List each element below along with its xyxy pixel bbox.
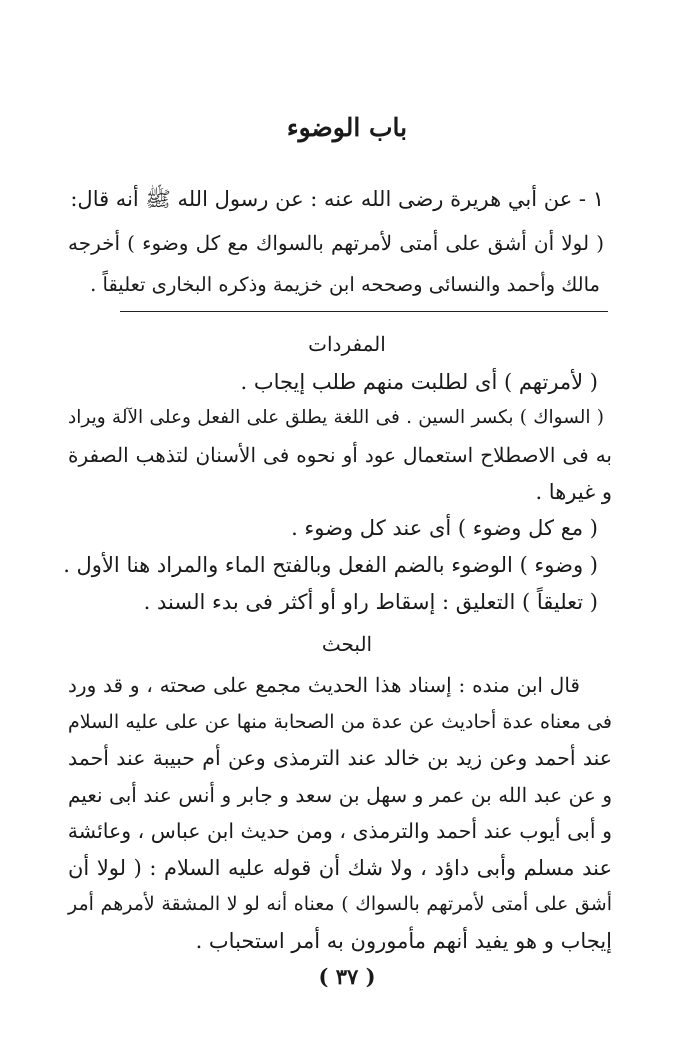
- hadith-line-1: ١ - عن أبي هريرة رضى الله عنه : عن رسول الله ﷺ أنه قال:: [70, 187, 604, 211]
- separator-rule: [120, 311, 608, 312]
- bahth-line-5: و أبى أيوب عند أحمد والترمذى ، ومن حديث ابن عباس ، وعائشة: [67, 819, 612, 843]
- bahth-line-6: عند مسلم وأبى داؤد ، ولا شك أن قوله عليه السلام : ( لولا أن: [68, 856, 612, 880]
- page-number: ( ٣٧ ): [318, 964, 376, 989]
- mufradat-line-3: به فى الاصطلاح استعمال عود أو نحوه فى الأسنان لتذهب الصفرة: [68, 443, 612, 467]
- mufradat-line-1: ( لأمرتهم ) أى لطلبت منهم طلب إيجاب .: [240, 370, 598, 394]
- mufradat-line-7: ( تعليقاً ) التعليق : إسقاط راو أو أكثر فى بدء السند .: [143, 590, 598, 614]
- hadith-line-3: مالك وأحمد والنسائى وصححه ابن خزيمة وذكره البخارى تعليقاً .: [90, 273, 600, 296]
- bahth-line-8: إيجاب و هو يفيد أنهم مأمورون به أمر استحباب .: [195, 929, 612, 953]
- bahth-line-4: و عن عبد الله بن عمر و سهل بن سعد و جابر و أنس عند أبى نعيم: [68, 783, 612, 807]
- mufradat-heading: المفردات: [308, 332, 386, 356]
- hadith-line-2: ( لولا أن أشق على أمتى لأمرتهم بالسواك مع كل وضوء ) أخرجه: [68, 231, 604, 255]
- bahth-heading: البحث: [321, 632, 373, 656]
- mufradat-line-6: ( وضوء ) الوضوء بالضم الفعل وبالفتح الماء والمراد هنا الأول .: [63, 553, 598, 577]
- mufradat-line-2: ( السواك ) بكسر السين . فى اللغة يطلق على الفعل وعلى الآلة ويراد: [68, 407, 604, 428]
- bahth-line-2: فى معناه عدة أحاديث عن عدة من الصحابة منها عن على عليه السلام: [68, 711, 612, 733]
- chapter-title: باب الوضوء: [286, 113, 408, 142]
- bahth-line-7: أشق على أمتى لأمرتهم بالسواك ) معناه أنه لو لا المشقة لأمرهم أمر: [68, 893, 612, 915]
- mufradat-line-5: ( مع كل وضوء ) أى عند كل وضوء .: [291, 516, 598, 540]
- mufradat-line-4: و غيرها .: [535, 480, 612, 504]
- bahth-line-3: عند أحمد وعن زيد بن خالد عند الترمذى وعن أم حبيبة عند أحمد: [68, 746, 612, 770]
- bahth-line-1: قال ابن منده : إسناد هذا الحديث مجمع على صحته ، و قد ورد: [68, 673, 580, 697]
